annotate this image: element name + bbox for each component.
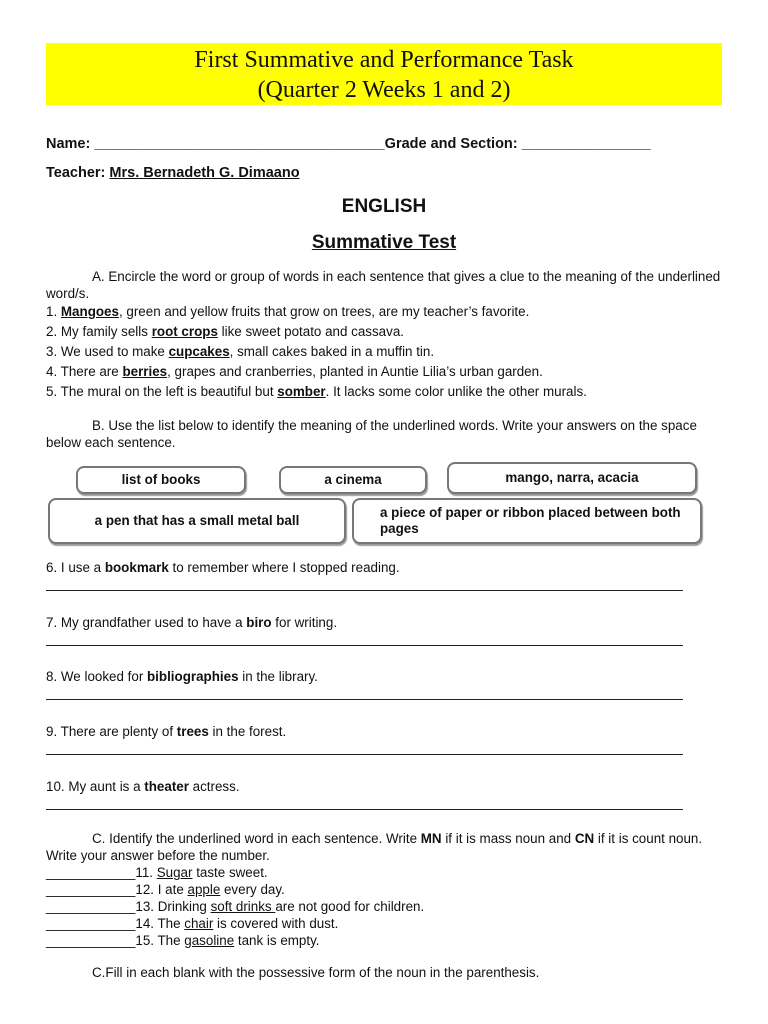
title-banner [46, 43, 722, 105]
answer-line[interactable] [46, 809, 683, 810]
answer-blank[interactable]: ____________ [46, 916, 136, 931]
list-item: 5. The mural on the left is beautiful but somber. It lacks some color unlike the other murals. [46, 384, 587, 399]
name-label: Name: [46, 136, 91, 152]
list-item: ____________14. The chair is covered with dust. [46, 916, 339, 931]
grade-blank[interactable]: ________________ [521, 136, 651, 152]
choice-box-pen: a pen that has a small metal ball [48, 498, 346, 544]
answer-line[interactable] [46, 645, 683, 646]
answer-line[interactable] [46, 754, 683, 755]
list-item: 8. We looked for bibliographies in the library. [46, 669, 318, 684]
answer-blank[interactable]: ____________ [46, 899, 136, 914]
list-item: ____________13. Drinking soft drinks are not good for children. [46, 899, 425, 914]
answer-blank[interactable]: ____________ [46, 933, 136, 948]
teacher-row [46, 165, 300, 181]
section-d-instruction: C.Fill in each blank with the possessive form of the noun in the parenthesis. [92, 965, 540, 980]
test-title: Summative Test [311, 232, 457, 253]
grade-label: Grade and Section: [384, 136, 518, 152]
list-item: 6. I use a bookmark to remember where I stopped reading. [46, 560, 400, 575]
answer-blank[interactable]: ____________ [46, 865, 136, 880]
list-item: 2. My family sells root crops like sweet potato and cassava. [46, 324, 404, 339]
title-line-2: (Quarter 2 Weeks 1 and 2) [257, 77, 511, 103]
name-row [46, 136, 651, 152]
title-line-1: First Summative and Performance Task [194, 47, 574, 73]
answer-line[interactable] [46, 590, 683, 591]
list-item: ____________12. I ate apple every day. [46, 882, 285, 897]
teacher-name: Mrs. Bernadeth G. Dimaano [109, 165, 300, 181]
section-a-instruction: A. Encircle the word or group of words in each sentence that gives a clue to the meaning of the underlined word/s. [46, 269, 721, 301]
list-item: 9. There are plenty of trees in the forest. [46, 724, 287, 739]
choice-box-list-of-books: list of books [76, 466, 246, 494]
section-b-instruction: B. Use the list below to identify the meaning of the underlined words. Write your answers on the space below each sentence. [46, 418, 697, 450]
choice-box-paper: a piece of paper or ribbon placed between both pages [352, 498, 702, 544]
subject-heading: ENGLISH [341, 196, 427, 217]
list-item: 7. My grandfather used to have a biro for writing. [46, 615, 338, 630]
choice-box-trees: mango, narra, acacia [447, 462, 697, 494]
list-item: ____________15. The gasoline tank is empty. [46, 933, 320, 948]
name-blank[interactable]: ____________________________________ [94, 136, 385, 152]
section-c-instruction: C. Identify the underlined word in each sentence. Write MN if it is mass noun and CN if it is count noun. Write your answer before the number. [46, 831, 703, 863]
list-item: 4. There are berries, grapes and cranberries, planted in Auntie Lilia’s urban garden. [46, 364, 543, 379]
choice-box-cinema: a cinema [279, 466, 427, 494]
teacher-label: Teacher: [46, 165, 106, 181]
answer-blank[interactable]: ____________ [46, 882, 136, 897]
list-item: 1. Mangoes, green and yellow fruits that grow on trees, are my teacher’s favorite. [46, 304, 530, 319]
list-item: ____________11. Sugar taste sweet. [46, 865, 268, 880]
answer-line[interactable] [46, 699, 683, 700]
list-item: 10. My aunt is a theater actress. [46, 779, 240, 794]
list-item: 3. We used to make cupcakes, small cakes baked in a muffin tin. [46, 344, 435, 359]
